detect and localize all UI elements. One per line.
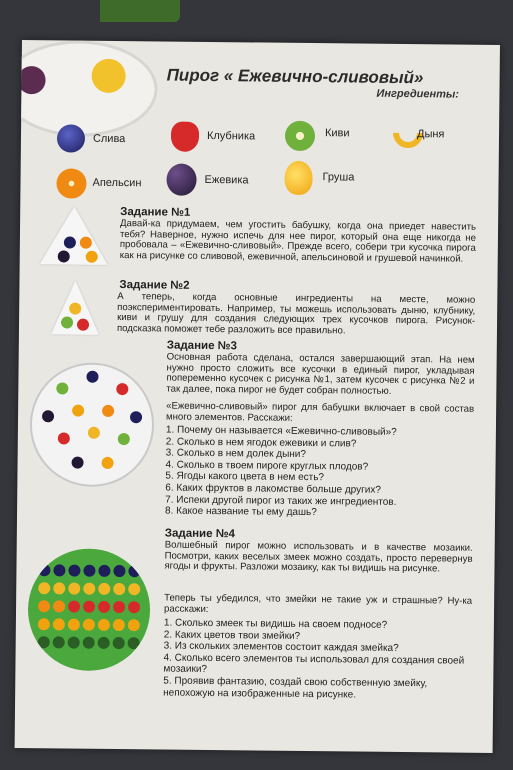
plum-icon <box>64 236 76 248</box>
task3-text: Основная работа сделана, остался завершающий этап. На нем нужно просто сложить все кусочки в единый пирог, укладывая попеременно кусочек с рисунка №1, затем кусочек с рисунка №2 и так далее, пока пирог не будет собран полностью. <box>166 351 475 397</box>
blackberry-icon <box>58 250 70 262</box>
list-item: 3. Сколько в нем долек дыни? <box>165 447 307 461</box>
ingredients-heading: Ингредиенты: <box>376 87 460 101</box>
ingredient-label: Апельсин <box>92 176 142 190</box>
pear-icon <box>284 161 312 195</box>
ingredient-label: Дыня <box>416 128 445 141</box>
task4-text: Волшебный пирог можно использовать и в качестве мозаики. Посмотри, каких веселых змеек можно создать, просто перевернув ягоды и фрукты. Разложи мозаику, как ты видишь на рисунке. <box>164 539 473 575</box>
list-item: 3. Из скольких элементов состоит каждая змейка? <box>163 640 399 655</box>
task4-mosaic-tray-image <box>27 548 150 671</box>
orange-icon <box>80 237 92 249</box>
list-item: 5. Проявив фантазию, создай свою собственную змейку, непохожую на изображенные на рисунке. <box>163 675 428 701</box>
pear-icon <box>86 251 98 263</box>
list-item: 8. Какое название ты ему дашь? <box>165 505 317 519</box>
list-item: 2. Каких цветов твои змейки? <box>163 629 301 642</box>
decor-pear-image <box>91 59 125 93</box>
list-item: 4. Сколько в твоем пироге круглых плодов? <box>165 459 369 473</box>
task4-questions <box>163 618 474 702</box>
blackberry-icon <box>166 164 196 196</box>
list-item: 2. Сколько в нем ягодок ежевики и слив? <box>165 436 357 450</box>
task4-intro: Теперь ты убедился, что змейки не такие уж и страшные? Ну-ка расскажи: <box>163 592 473 615</box>
task1-pie-slice-image <box>40 206 109 265</box>
box-corner <box>100 0 180 22</box>
task3-questions <box>165 425 476 521</box>
list-item: 7. Испеки другой пирог из таких же ингредиентов. <box>165 494 397 508</box>
strawberry-icon <box>171 122 199 152</box>
kiwi-icon <box>61 316 73 328</box>
task1-text: Давай-ка придумаем, чем угостить бабушку, когда она приедет навестить тебя? Наверное, нужно испечь для нее пирог, который она еще никогда не пробовала – «Ежевично-сливовый». Прежде всего, собери три кусочка пирога как на рисунке со сливовой, ежевичной, апельсиновой и грушевой начинкой. <box>119 218 477 265</box>
list-item: 5. Ягоды какого цвета в нем есть? <box>165 470 325 484</box>
orange-icon <box>56 168 86 198</box>
instruction-sheet <box>15 40 500 753</box>
ingredient-label: Ежевика <box>204 173 249 187</box>
ingredient-label: Груша <box>322 171 355 184</box>
task4-title: Задание №4 <box>164 527 236 541</box>
list-item: 6. Каких фруктов в лакомстве больше других? <box>165 482 381 496</box>
plum-icon <box>57 124 85 152</box>
task1-title: Задание №1 <box>120 206 191 219</box>
melon-icon <box>69 303 81 315</box>
decor-berries-image <box>17 66 45 94</box>
page-title: Пирог « Ежевично-сливовый» <box>166 65 424 88</box>
task2-title: Задание №2 <box>119 279 190 292</box>
list-item: 1. Сколько змеек ты видишь на своем подносе? <box>163 617 388 631</box>
list-item: 1. Почему он называется «Ежевично-сливовый»? <box>165 424 397 438</box>
kiwi-icon <box>285 121 315 151</box>
list-item: 4. Сколько всего элементов ты использовал для создания своей мозаики? <box>163 652 465 676</box>
ingredient-label: Клубника <box>206 129 256 143</box>
strawberry-icon <box>77 319 89 331</box>
task3-whole-pie-image <box>29 362 154 487</box>
ingredient-label: Слива <box>92 132 126 146</box>
task3-title: Задание №3 <box>166 339 237 353</box>
ingredient-label: Киви <box>324 127 350 140</box>
task2-text: А теперь, когда основные ингредиенты на месте, можно поэкспериментировать. Например, ты можешь использовать дыню, клубнику, киви и грушу для создания следующих трех кусочков пирога. Рисунок-подсказка поможет тебе разложить все правильно. <box>116 291 476 337</box>
task3-intro: «Ежевично-сливовый» пирог для бабушки включает в свой состав много элементов. Расскажи: <box>166 400 475 424</box>
